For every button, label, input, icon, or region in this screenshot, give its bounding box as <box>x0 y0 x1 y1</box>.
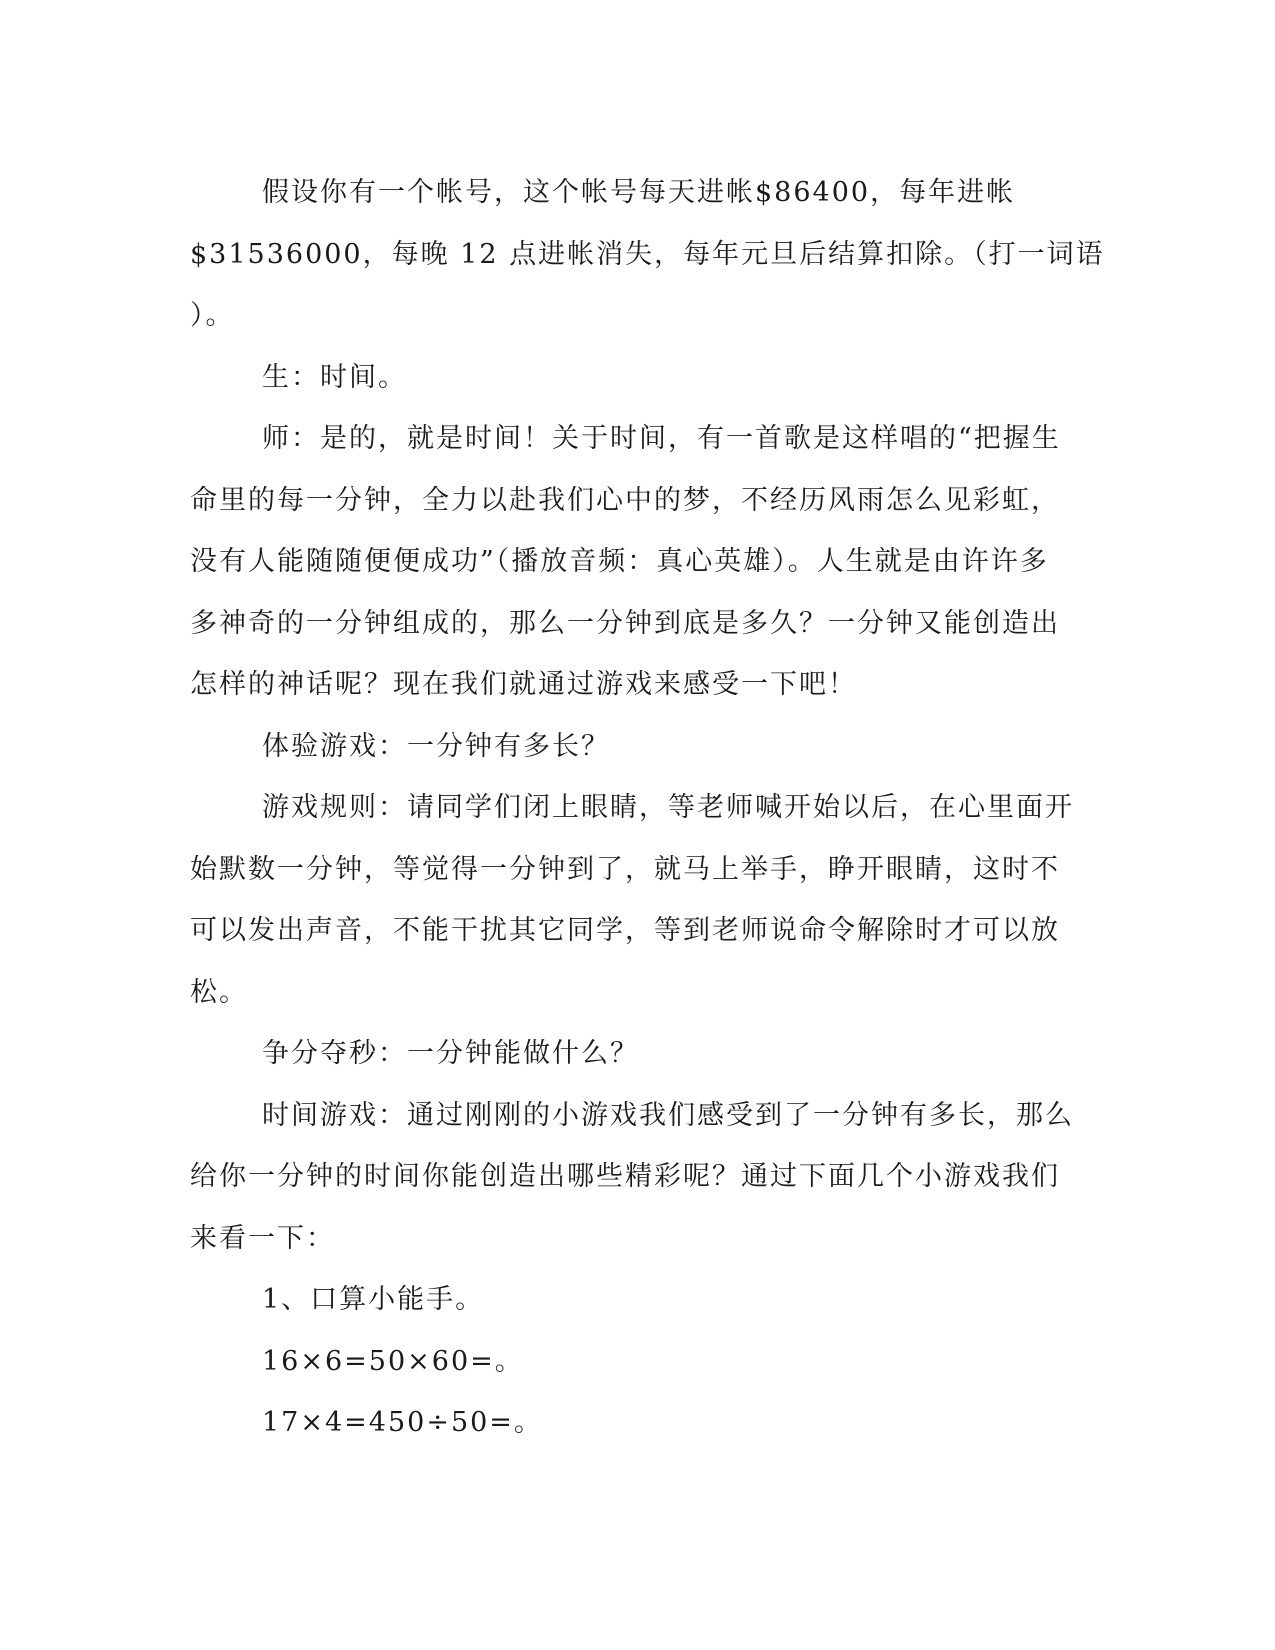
document-body <box>190 162 1105 1454</box>
text-line: 来看一下： <box>190 1222 335 1254</box>
text-line: 生：时间。 <box>262 361 407 393</box>
paragraph-experience-game <box>190 716 1070 778</box>
paragraph-time-game <box>190 1085 1074 1270</box>
text-line: ）。 <box>190 300 235 331</box>
text-line: 师：是的，就是时间！关于时间，有一首歌是这样唱的“把握生 <box>262 423 1061 454</box>
text-line: 假设你有一个帐号，这个帐号每天进帐$86400，每年进帐 <box>262 177 1016 208</box>
text-line: 17×4=450÷50=。 <box>262 1407 543 1438</box>
text-line: 命里的每一分钟，全力以赴我们心中的梦，不经历风雨怎么见彩虹， <box>190 484 1060 516</box>
text-line: 给你一分钟的时间你能创造出哪些精彩呢？通过下面几个小游戏我们 <box>190 1161 1060 1192</box>
text-line: 体验游戏：一分钟有多长？ <box>262 730 610 762</box>
text-line: 游戏规则：请同学们闭上眼睛，等老师喊开始以后，在心里面开 <box>262 792 1074 823</box>
paragraph-game-rules <box>190 777 1074 1023</box>
paragraph-math-line-2 <box>190 1392 1070 1454</box>
paragraph-race-against-time <box>190 1023 1070 1085</box>
text-line: 可以发出声音，不能干扰其它同学，等到老师说命令解除时才可以放 <box>190 915 1060 946</box>
text-line: 多神奇的一分钟组成的，那么一分钟到底是多久？一分钟又能创造出 <box>190 607 1060 639</box>
text-line: $31536000，每晚 12 点进帐消失，每年元旦后结算扣除。（打一词语 <box>190 238 1105 270</box>
paragraph-teacher-response <box>190 408 1070 716</box>
text-line: 争分夺秒：一分钟能做什么？ <box>262 1038 639 1069</box>
text-line: 松。 <box>190 976 248 1008</box>
paragraph-student-answer <box>190 347 1070 409</box>
paragraph-account-riddle <box>190 162 1105 347</box>
paragraph-math-line-1 <box>190 1331 1070 1393</box>
text-line: 1、口算小能手。 <box>262 1284 485 1315</box>
text-line: 16×6=50×60=。 <box>262 1345 524 1377</box>
text-line: 时间游戏：通过刚刚的小游戏我们感受到了一分钟有多长，那么 <box>262 1099 1074 1131</box>
text-line: 始默数一分钟，等觉得一分钟到了，就马上举手，睁开眼睛，这时不 <box>190 853 1060 885</box>
text-line: 怎样的神话呢？现在我们就通过游戏来感受一下吧！ <box>190 669 857 700</box>
text-line: 没有人能随随便便成功”（播放音频：真心英雄）。人生就是由许许多 <box>190 546 1049 577</box>
paragraph-mental-math-title <box>190 1269 1070 1331</box>
